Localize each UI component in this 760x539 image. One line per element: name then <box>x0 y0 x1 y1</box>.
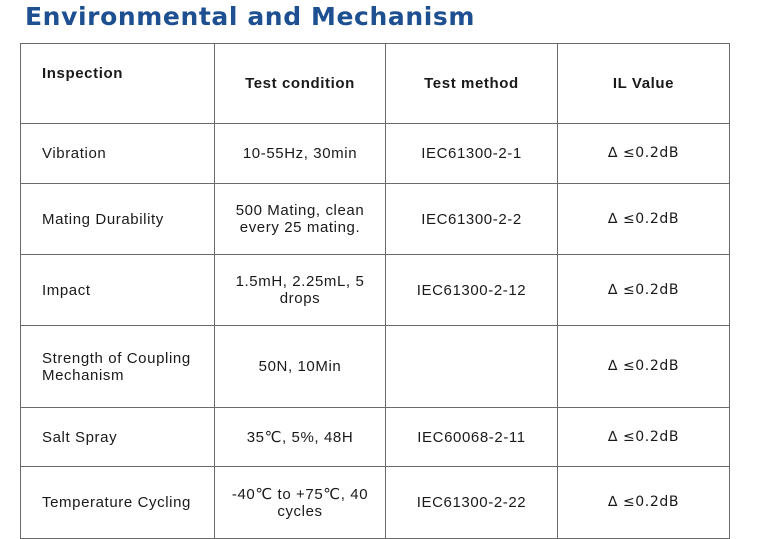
cell-method: IEC61300-2-12 <box>386 255 558 326</box>
table-row <box>21 124 730 184</box>
header-il-value: IL Value <box>558 44 730 124</box>
cell-inspection: Impact <box>21 255 215 326</box>
cell-inspection: Mating Durability <box>21 184 215 255</box>
page-title: Environmental and Mechanism <box>25 2 476 31</box>
table-row <box>21 326 730 408</box>
cell-condition: 50N, 10Min <box>215 326 386 408</box>
cell-il-value: ∆ ≤0.2dB <box>558 124 730 184</box>
cell-inspection: Vibration <box>21 124 215 184</box>
cell-method: IEC61300-2-2 <box>386 184 558 255</box>
table-row <box>21 255 730 326</box>
cell-il-value: ∆ ≤0.2dB <box>558 255 730 326</box>
cell-condition: 1.5mH, 2.25mL, 5 drops <box>215 255 386 326</box>
cell-method: IEC61300-2-1 <box>386 124 558 184</box>
cell-inspection: Temperature Cycling <box>21 467 215 539</box>
header-inspection: Inspection <box>21 44 215 124</box>
cell-inspection: Strength of Coupling Mechanism <box>21 326 215 408</box>
cell-condition: 35℃, 5%, 48H <box>215 408 386 467</box>
cell-il-value: ∆ ≤0.2dB <box>558 184 730 255</box>
cell-il-value: ∆ ≤0.2dB <box>558 467 730 539</box>
table-row <box>21 408 730 467</box>
cell-il-value: ∆ ≤0.2dB <box>558 408 730 467</box>
header-test-method: Test method <box>386 44 558 124</box>
header-test-condition: Test condition <box>215 44 386 124</box>
table-row <box>21 184 730 255</box>
spec-table <box>20 43 730 539</box>
cell-condition: -40℃ to +75℃, 40 cycles <box>215 467 386 539</box>
cell-condition: 10-55Hz, 30min <box>215 124 386 184</box>
cell-inspection: Salt Spray <box>21 408 215 467</box>
cell-condition: 500 Mating, clean every 25 mating. <box>215 184 386 255</box>
table-row <box>21 467 730 539</box>
cell-method: IEC61300-2-22 <box>386 467 558 539</box>
cell-method: IEC60068-2-11 <box>386 408 558 467</box>
cell-il-value: ∆ ≤0.2dB <box>558 326 730 408</box>
table-header-row <box>21 44 730 124</box>
cell-method <box>386 326 558 408</box>
